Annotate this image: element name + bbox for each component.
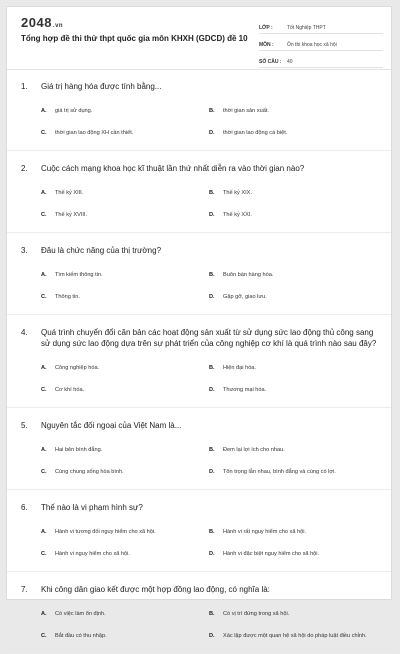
question-text: Giá trị hàng hóa được tính bằng... — [41, 82, 162, 91]
answer-option-d[interactable] — [209, 204, 377, 226]
document-meta — [259, 19, 383, 70]
answer-text: Thế kỷ XIX. — [223, 190, 252, 196]
meta-value: Ôn thi khoa học xã hội — [287, 42, 337, 48]
document-header — [7, 7, 391, 70]
answer-letter: B. — [209, 529, 215, 535]
answer-option-c[interactable] — [41, 543, 209, 565]
answer-letter: D. — [209, 633, 215, 639]
answer-letter: D. — [209, 294, 215, 300]
meta-label: MÔN : — [259, 42, 274, 48]
answer-text: Tôn trọng lẫn nhau, bình đẳng và cùng có lợi. — [223, 469, 336, 475]
question-text: Cuộc cách mạng khoa học kĩ thuật lần thứ nhất diễn ra vào thời gian nào? — [41, 164, 305, 173]
answer-option-c[interactable] — [41, 286, 209, 308]
answer-letter: D. — [209, 212, 215, 218]
answer-option-a[interactable] — [41, 439, 209, 461]
answer-letter: D. — [209, 551, 215, 557]
meta-value: 40 — [287, 59, 293, 65]
site-logo[interactable] — [21, 15, 63, 30]
answer-options — [41, 521, 377, 565]
answer-letter: C. — [41, 469, 47, 475]
answer-option-d[interactable] — [209, 379, 377, 401]
answer-text: Hành vi rất nguy hiểm cho xã hội. — [223, 529, 307, 535]
question-3 — [7, 233, 391, 315]
answer-letter: B. — [209, 272, 215, 278]
question-text: Đâu là chức năng của thị trường? — [41, 246, 162, 255]
answer-option-b[interactable] — [209, 357, 377, 379]
question-2 — [7, 151, 391, 233]
answer-letter: B. — [209, 447, 215, 453]
logo-suffix: .vn — [52, 23, 64, 29]
answer-text: Bắt đầu có thu nhập. — [55, 633, 107, 639]
question-text: Khi công dân giao kết được một hợp đồng lao động, có nghĩa là: — [41, 585, 270, 594]
answer-option-d[interactable] — [209, 543, 377, 565]
answer-text: Hiện đại hóa. — [223, 365, 256, 371]
answer-options — [41, 603, 377, 647]
answer-letter: C. — [41, 294, 47, 300]
answer-text: Xác lập được một quan hệ xã hội do pháp luật điều chỉnh. — [223, 633, 367, 639]
question-number: 5. — [21, 421, 28, 430]
question-list — [7, 69, 391, 654]
answer-letter: B. — [209, 190, 215, 196]
question-number: 6. — [21, 503, 28, 512]
answer-option-b[interactable] — [209, 100, 377, 122]
answer-option-c[interactable] — [41, 625, 209, 647]
answer-text: Hành vi nguy hiểm cho xã hội. — [55, 551, 130, 557]
answer-option-c[interactable] — [41, 461, 209, 483]
answer-letter: A. — [41, 108, 47, 114]
answer-option-d[interactable] — [209, 461, 377, 483]
question-5 — [7, 408, 391, 490]
answer-option-a[interactable] — [41, 100, 209, 122]
answer-option-c[interactable] — [41, 204, 209, 226]
logo-main: 2048 — [21, 15, 52, 30]
answer-text: Thương mại hóa. — [223, 387, 267, 393]
answer-option-b[interactable] — [209, 603, 377, 625]
answer-text: Hành vi đặc biệt nguy hiểm cho xã hội. — [223, 551, 320, 557]
answer-text: Hành vi tương đối nguy hiểm cho xã hội. — [55, 529, 156, 535]
answer-text: Thông tin. — [55, 294, 80, 300]
answer-letter: C. — [41, 633, 47, 639]
answer-letter: A. — [41, 272, 47, 278]
answer-text: Thế kỷ XXI. — [223, 212, 252, 218]
meta-label: LỚP : — [259, 25, 273, 31]
document-page — [6, 6, 392, 639]
answer-option-d[interactable] — [209, 625, 377, 647]
answer-text: Công nghiệp hóa. — [55, 365, 100, 371]
answer-letter: C. — [41, 551, 47, 557]
answer-letter: A. — [41, 529, 47, 535]
question-text: Nguyên tắc đối ngoại của Việt Nam là... — [41, 421, 182, 430]
question-text: Thế nào là vi phạm hình sự? — [41, 503, 143, 512]
answer-letter: A. — [41, 447, 47, 453]
answer-text: Có vị trí đứng trong xã hội. — [223, 611, 290, 617]
answer-text: Thế kỷ XVIII. — [55, 212, 88, 218]
answer-option-a[interactable] — [41, 603, 209, 625]
answer-options — [41, 182, 377, 226]
question-number: 3. — [21, 246, 28, 255]
answer-text: thời gian lao động XH cần thiết. — [55, 130, 134, 136]
answer-option-a[interactable] — [41, 264, 209, 286]
answer-option-b[interactable] — [209, 182, 377, 204]
answer-text: Thế kỷ XIII. — [55, 190, 84, 196]
answer-letter: A. — [41, 365, 47, 371]
answer-option-a[interactable] — [41, 182, 209, 204]
answer-letter: C. — [41, 212, 47, 218]
question-number: 4. — [21, 328, 28, 337]
answer-letter: B. — [209, 611, 215, 617]
question-7 — [7, 572, 391, 654]
answer-text: Có việc làm ổn định. — [55, 611, 106, 617]
answer-letter: D. — [209, 469, 215, 475]
answer-letter: A. — [41, 611, 47, 617]
meta-row-class — [259, 19, 383, 34]
question-number: 7. — [21, 585, 28, 594]
answer-text: thời gian lao động cá biệt. — [223, 130, 288, 136]
meta-value: Tốt Nghiệp THPT — [287, 25, 326, 31]
question-text: Quá trình chuyển đổi căn bản các hoạt động sản xuất từ sử dụng sức lao động thủ công sang sử dụng sức lao động dựa trên sự phát triển của công nghiệp cơ khí là quá trình nào sau đây? — [41, 328, 377, 348]
answer-text: Cơ khí hóa. — [55, 387, 85, 393]
answer-option-d[interactable] — [209, 286, 377, 308]
answer-option-b[interactable] — [209, 521, 377, 543]
answer-letter: C. — [41, 130, 47, 136]
answer-text: Đem lại lợi ích cho nhau. — [223, 447, 285, 453]
answer-letter: C. — [41, 387, 47, 393]
answer-option-c[interactable] — [41, 379, 209, 401]
answer-text: Buôn bán hàng hóa. — [223, 272, 274, 278]
answer-letter: D. — [209, 130, 215, 136]
answer-letter: B. — [209, 108, 215, 114]
question-1 — [7, 69, 391, 151]
answer-text: Gặp gỡ, giao lưu. — [223, 294, 267, 300]
meta-label: SỐ CÂU : — [259, 59, 282, 65]
answer-option-b[interactable] — [209, 264, 377, 286]
answer-letter: D. — [209, 387, 215, 393]
answer-option-a[interactable] — [41, 521, 209, 543]
answer-text: Hai bên bình đẳng. — [55, 447, 103, 453]
question-number: 1. — [21, 82, 28, 91]
answer-options — [41, 264, 377, 308]
answer-letter: A. — [41, 190, 47, 196]
answer-options — [41, 357, 377, 401]
answer-option-b[interactable] — [209, 439, 377, 461]
document-title: Tổng hợp đề thi thử thpt quốc gia môn KHXH (GDCD) đề 10 — [21, 34, 248, 43]
answer-letter: B. — [209, 365, 215, 371]
question-number: 2. — [21, 164, 28, 173]
answer-text: Tìm kiếm thông tin. — [55, 272, 103, 278]
meta-row-subject — [259, 36, 383, 51]
answer-option-a[interactable] — [41, 357, 209, 379]
answer-text: thời gian sản xuất. — [223, 108, 269, 114]
meta-row-count — [259, 53, 383, 68]
answer-options — [41, 100, 377, 144]
answer-text: giá trị sử dụng. — [55, 108, 93, 114]
question-4 — [7, 315, 391, 408]
answer-text: Cùng chung sống hòa bình. — [55, 469, 124, 475]
answer-options — [41, 439, 377, 483]
question-6 — [7, 490, 391, 572]
answer-option-c[interactable] — [41, 122, 209, 144]
answer-option-d[interactable] — [209, 122, 377, 144]
